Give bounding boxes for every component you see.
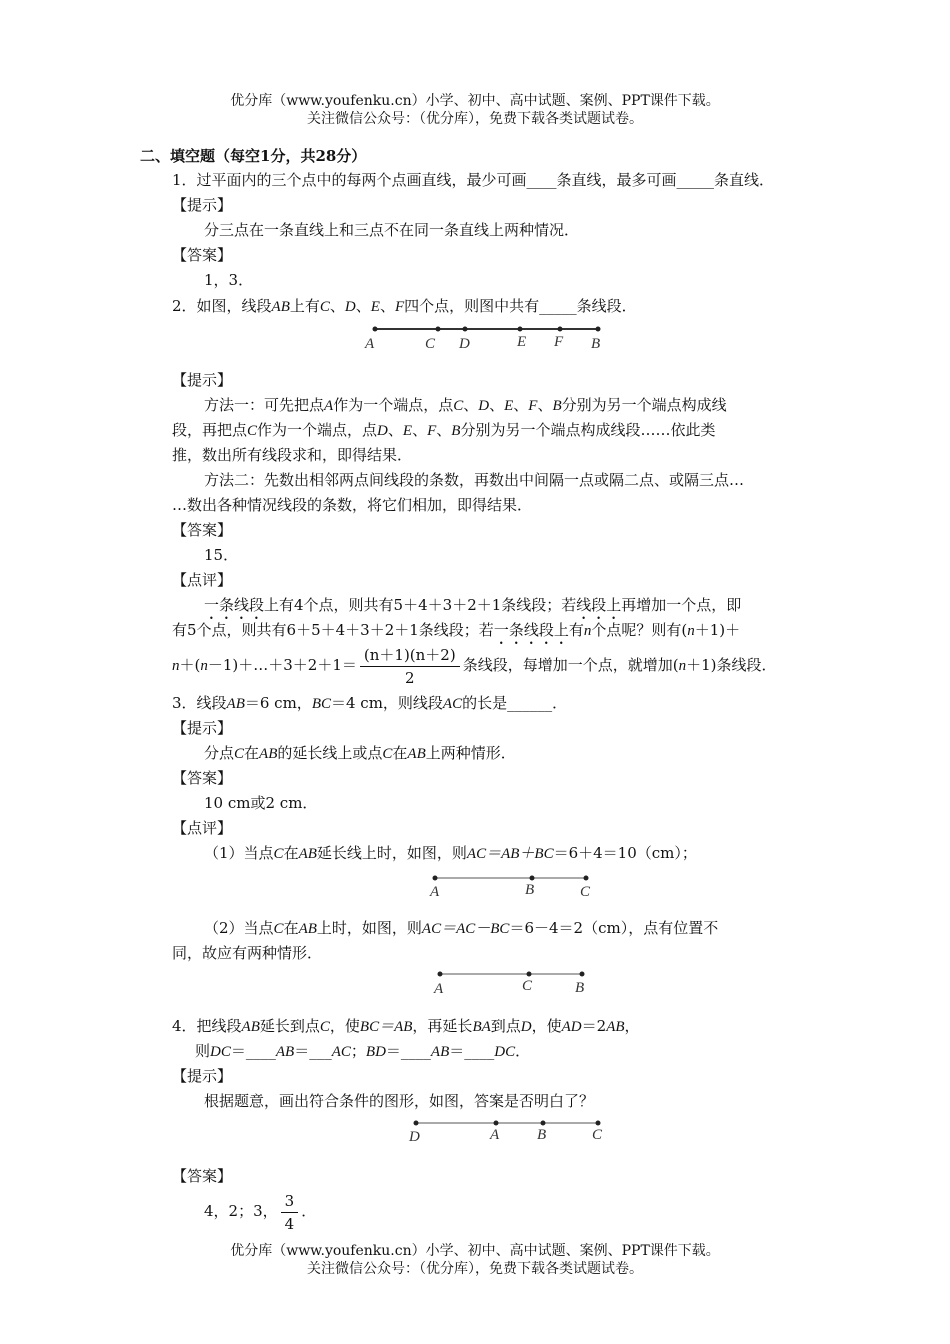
header-line-1: 优分库（www.youfenku.cn）小学、初中、高中试题、案例、PPT课件下载。 (230, 93, 720, 109)
q3-figure-1 (420, 868, 610, 902)
q3-fig2-label-b: B (575, 980, 585, 996)
q3-comment-2-line-2: 同，故应有两种情形． (172, 944, 323, 962)
q2-fraction: $\frac{(n+1)(n+2)}{2}$ (360, 644, 460, 689)
q2-fig-label-b: B (591, 336, 601, 352)
q3-fig1-label-b: B (525, 882, 535, 898)
q2-fig-label-a: A (365, 336, 375, 352)
q2-comment-line-2: 有5个点，则共有6＋5＋4＋3＋2＋1条线段；若一条线段上有n个点呢？则有(n＋1)＋ (172, 621, 741, 639)
q4-fig-label-a: A (490, 1127, 500, 1143)
q1-answer-tag: 【答案】 (172, 246, 233, 264)
q2-hint-line-2: 段，再把点C作为一个端点，点D、E、F、B分别为另一个端点构成线段……依此类 (172, 421, 716, 439)
q2-hint-line-4: 方法二：先数出相邻两点间线段的条数，再数出中间隔一点或隔二点、或隔三点… (204, 471, 745, 489)
q3-answer: 10 cm或2 cm． (204, 794, 318, 812)
q4-fig-label-b: B (537, 1127, 547, 1143)
q2-hint-line-5: …数出各种情况线段的条数，将它们相加，即得结果． (172, 496, 533, 514)
footer-line-1: 优分库（www.youfenku.cn）小学、初中、高中试题、案例、PPT课件下载。 (230, 1243, 720, 1259)
q4-hint-tag: 【提示】 (172, 1067, 233, 1085)
section-title: 二、填空题（每空1分，共28分） (140, 147, 367, 165)
q3-hint: 分点C在AB的延长线上或点C在AB上两种情形． (204, 744, 516, 762)
q4-fig-label-c: C (592, 1127, 603, 1143)
q2-answer: 15． (204, 546, 239, 564)
q3-fig1-label-c: C (580, 884, 591, 900)
q1-text: 1．过平面内的三个点中的每两个点画直线，最少可画____条直线，最多可画_____条直线． (172, 171, 775, 189)
q2-fig-label-f: F (554, 334, 564, 350)
q2-comment-line-3: n＋(n－1)＋…＋3＋2＋1＝ $\frac{(n+1)(n+2)}{2}$ 条线段，每增加一个点，就增加(n＋1)条线段． (172, 645, 777, 687)
q3-answer-tag: 【答案】 (172, 769, 233, 787)
q2-comment-tag: 【点评】 (172, 571, 233, 589)
q2-hint-tag: 【提示】 (172, 371, 233, 389)
q2-fig-label-e: E (517, 334, 527, 350)
q2-fig-label-c: C (425, 336, 436, 352)
q1-answer: 1，3． (204, 271, 254, 289)
q3-fig2-label-a: A (434, 981, 444, 997)
q2-segment-figure (355, 320, 615, 354)
q1-hint-tag: 【提示】 (172, 196, 233, 214)
q2-fig-label-d: D (459, 336, 470, 352)
q3-figure-2 (425, 965, 605, 999)
q2-hint-line-3: 推，数出所有线段求和，即得结果． (172, 446, 413, 464)
q4-text-line-2: 则DC＝____AB＝___AC；BD＝____AB＝____DC． (195, 1042, 531, 1060)
footer-line-2: 关注微信公众号：（优分库），免费下载各类试题试卷。 (307, 1261, 643, 1277)
q4-figure (400, 1114, 620, 1148)
q4-text: 4．把线段AB延长到点C，使BC＝AB，再延长BA到点D，使AD＝2AB， (172, 1017, 640, 1035)
q3-comment-2: （2）当点C在AB上时，如图，则AC＝AC－BC＝6－4＝2（cm），点有位置不 (204, 919, 719, 937)
q3-comment-1: （1）当点C在AB延长线上时，如图，则AC＝AB＋BC＝6＋4＝10（cm）； (204, 844, 697, 862)
q3-hint-tag: 【提示】 (172, 719, 233, 737)
q4-hint: 根据题意，画出符合条件的图形，如图，答案是否明白了？ (204, 1092, 595, 1110)
q4-answer-fraction: $\frac{3}{4}$ (281, 1190, 299, 1235)
q4-answer: 4，2；3， $\frac{3}{4}$ ． (204, 1191, 317, 1233)
q3-fig1-label-a: A (430, 884, 440, 900)
q3-comment-tag: 【点评】 (172, 819, 233, 837)
q3-fig2-label-c: C (522, 978, 533, 994)
q2-text: 2．如图，线段AB上有C、D、E、F四个点，则图中共有_____条线段． (172, 297, 637, 315)
header-line-2: 关注微信公众号：（优分库），免费下载各类试题试卷。 (307, 111, 643, 127)
q2-comment-line-1: 一条线段上有4个点，则共有5＋4＋3＋2＋1条线段；若线段上再增加一个点，即 (204, 596, 742, 614)
q2-answer-tag: 【答案】 (172, 521, 233, 539)
q1-hint: 分三点在一条直线上和三点不在同一条直线上两种情况． (204, 221, 580, 239)
q4-answer-tag: 【答案】 (172, 1167, 233, 1185)
q2-hint-line-1: 方法一：可先把点A作为一个端点，点C、D、E、F、B分别为另一个端点构成线 (204, 396, 727, 414)
q4-fig-label-d: D (409, 1129, 420, 1145)
q3-text: 3．线段AB＝6 cm，BC＝4 cm，则线段AC的长是______． (172, 694, 568, 712)
